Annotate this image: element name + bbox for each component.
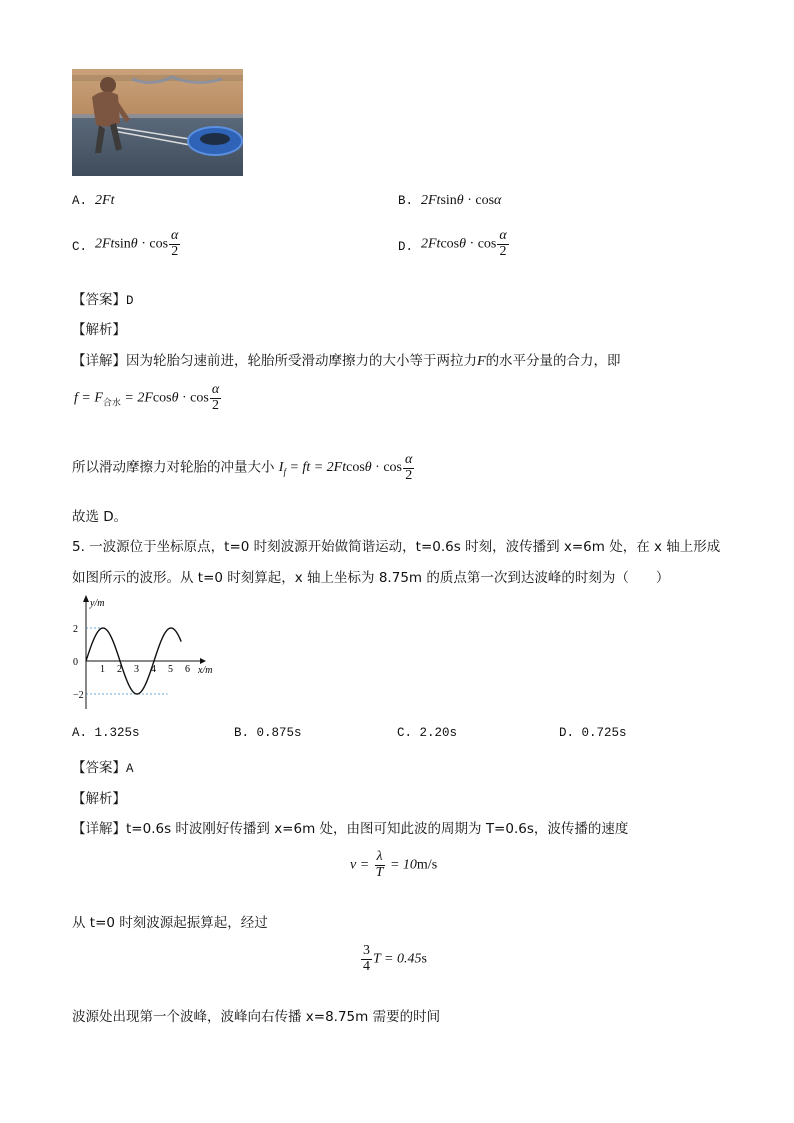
option-c-formula: 2Ftsinθ · cos $\frac{\alpha}{2}$ xyxy=(95,228,179,259)
q5-option-a: A. 1.325s xyxy=(72,726,140,740)
tire-pulling-photo xyxy=(72,69,243,176)
y-axis-arrow xyxy=(83,595,89,602)
q5-stem-line2: 如图所示的波形。从 t=0 时刻算起，x 轴上坐标为 8.75m 的质点第一次到达波峰的时刻为（ ） xyxy=(72,570,670,586)
x-tick-label: 1 xyxy=(100,664,105,675)
y-axis-label: y/m xyxy=(90,598,105,609)
x-axis-label: x/m xyxy=(198,665,213,676)
x-tick-label: 3 xyxy=(134,664,139,675)
q5-detail-line: 【详解】t=0.6s 时波刚好传播到 x=6m 处，由图可知此波的周期为 T=0.6s，波传播的速度 xyxy=(72,821,629,837)
friction-equation: $f = F_{合水} = 2Fcos\theta \cdot \cos$ $\frac{\alpha}{2}$ xyxy=(74,382,220,413)
detail-label: 【详解】 xyxy=(72,353,126,369)
q5-answer-label: 【答案】 xyxy=(72,760,126,776)
answer-label: 【答案】 xyxy=(72,292,126,308)
velocity-equation: v = $\frac{\lambda}{T}$ = 10m/s xyxy=(350,849,438,880)
q5-option-d: D. 0.725s xyxy=(559,726,627,740)
q5-from-line: 从 t=0 时刻波源起振算起，经过 xyxy=(72,915,268,931)
q5-answer-value: A xyxy=(126,762,134,776)
y-tick-label: −2 xyxy=(73,690,84,701)
y-tick-label: 0 xyxy=(73,657,78,668)
analysis-label: 【解析】 xyxy=(72,322,126,338)
x-tick-label: 6 xyxy=(185,664,190,675)
time-equation: $\frac{3}{4}$ T = 0.45s xyxy=(363,943,427,974)
option-a-label: A. xyxy=(72,194,88,208)
wave-chart xyxy=(70,593,230,713)
option-d-label: D. xyxy=(398,240,414,254)
option-a-formula: 2Ft xyxy=(95,193,115,208)
answer-value: D xyxy=(126,294,134,308)
option-b-label: B. xyxy=(398,194,414,208)
x-tick-label: 4 xyxy=(151,664,156,675)
y-tick-label: 2 xyxy=(73,624,78,635)
impulse-line: 所以滑动摩擦力对轮胎的冲量大小 $I_f$ = ft = 2Ftcosθ · cos $\frac{\alpha}{2}$ xyxy=(72,452,413,483)
option-d-formula: 2Ftcosθ · cos $\frac{\alpha}{2}$ xyxy=(421,228,507,259)
option-c-label: C. xyxy=(72,240,88,254)
x-tick-label: 2 xyxy=(117,664,122,675)
option-b-formula: 2Ftsinθ · cosα xyxy=(421,193,502,208)
conclusion: 故选 D。 xyxy=(72,509,128,525)
x-tick-label: 5 xyxy=(168,664,173,675)
q5-option-b: B. 0.875s xyxy=(234,726,302,740)
x-axis-arrow xyxy=(200,658,206,664)
q5-option-c: C. 2.20s xyxy=(397,726,458,740)
q5-analysis-label: 【解析】 xyxy=(72,791,126,807)
q5-last-line: 波源处出现第一个波峰，波峰向右传播 x=8.75m 需要的时间 xyxy=(72,1009,441,1025)
q5-stem-line1: 5. 一波源位于坐标原点，t=0 时刻波源开始做简谐运动，t=0.6s 时刻，波传播到 x=6m 处，在 x 轴上形成 xyxy=(72,539,721,555)
q4-detail-line: 【详解】因为轮胎匀速前进，轮胎所受滑动摩擦力的大小等于两拉力F的水平分量的合力，即 xyxy=(72,353,621,369)
